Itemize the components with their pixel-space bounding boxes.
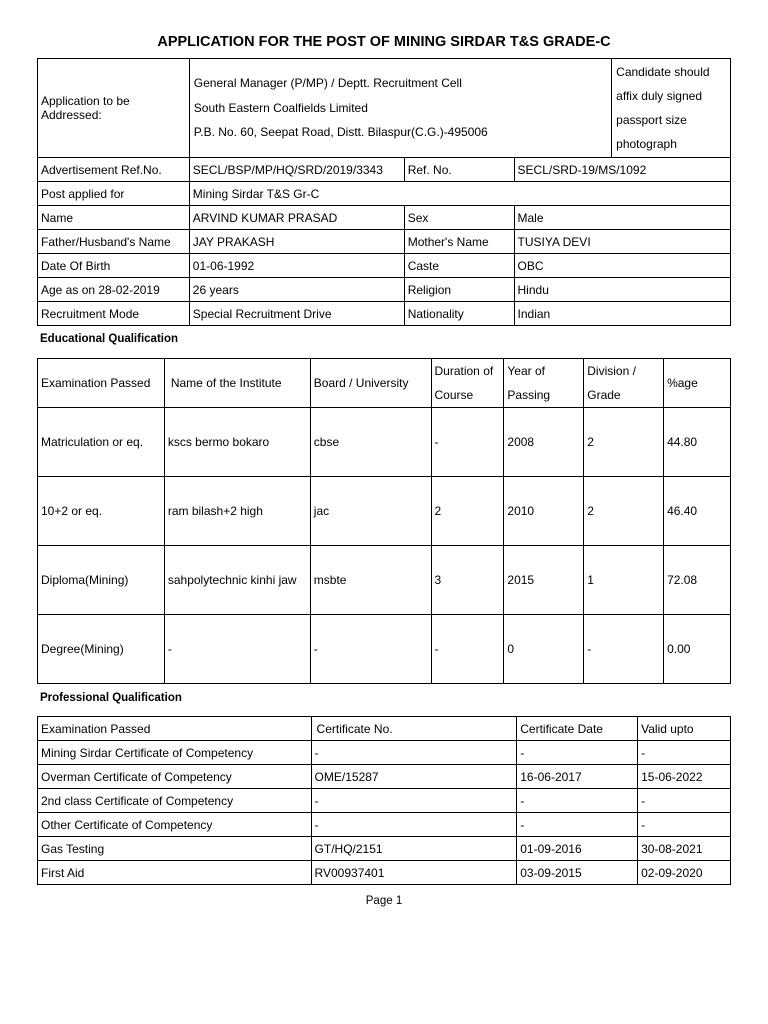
cell-year: 0 — [504, 615, 584, 684]
cell-valid: 15-06-2022 — [638, 765, 731, 789]
table-row — [38, 615, 731, 684]
table-row — [38, 182, 731, 206]
professional-heading: Professional Qualification — [40, 692, 182, 704]
field-label: Post applied for — [38, 182, 190, 206]
column-header: Certificate No. — [311, 717, 517, 741]
applicant-details-table — [37, 58, 731, 326]
field-value: OBC — [514, 254, 730, 278]
photo-note-line: Candidate should — [616, 64, 710, 79]
cell-division: 2 — [584, 477, 664, 546]
table-row — [38, 302, 731, 326]
cell-year: 2008 — [504, 408, 584, 477]
field-value: Male — [514, 206, 730, 230]
field-value: Special Recruitment Drive — [189, 302, 404, 326]
table-header-row — [38, 359, 731, 408]
table-row — [38, 158, 731, 182]
professional-table — [37, 716, 731, 885]
cell-duration: - — [431, 615, 504, 684]
cell-valid: 30-08-2021 — [638, 837, 731, 861]
cell-board: jac — [310, 477, 431, 546]
cell-cert-date: 16-06-2017 — [517, 765, 638, 789]
cell-exam: Other Certificate of Competency — [38, 813, 312, 837]
photo-note-line: affix duly signed — [616, 88, 702, 103]
field-label: Name — [38, 206, 190, 230]
header-line: Passing — [507, 388, 551, 402]
field-label: Recruitment Mode — [38, 302, 190, 326]
cell-valid: 02-09-2020 — [638, 861, 731, 885]
cell-exam: Degree(Mining) — [38, 615, 165, 684]
field-value: Hindu — [514, 278, 730, 302]
column-header — [431, 359, 504, 408]
field-label: Religion — [404, 278, 514, 302]
field-value: SECL/BSP/MP/HQ/SRD/2019/3343 — [189, 158, 404, 182]
cell-cert-no: - — [311, 789, 517, 813]
address-block — [189, 59, 611, 158]
cell-institute: ram bilash+2 high — [164, 477, 310, 546]
cell-exam: 2nd class Certificate of Competency — [38, 789, 312, 813]
cell-exam: Matriculation or eq. — [38, 408, 165, 477]
cell-cert-date: 01-09-2016 — [517, 837, 638, 861]
cell-cert-no: RV00937401 — [311, 861, 517, 885]
photo-note-line: passport size — [616, 113, 687, 127]
cell-board: msbte — [310, 546, 431, 615]
table-row — [38, 741, 731, 765]
table-row — [38, 206, 731, 230]
cell-institute: - — [164, 615, 310, 684]
cell-duration: 3 — [431, 546, 504, 615]
cell-cert-date: - — [517, 741, 638, 765]
cell-year: 2010 — [504, 477, 584, 546]
table-row — [38, 789, 731, 813]
page-number: Page 1 — [365, 895, 403, 907]
column-header — [584, 359, 664, 408]
field-label: Ref. No. — [404, 158, 514, 182]
column-header: Name of the Institute — [164, 359, 310, 408]
cell-cert-no: OME/15287 — [311, 765, 517, 789]
table-header-row — [38, 717, 731, 741]
cell-valid: - — [638, 789, 731, 813]
field-value: JAY PRAKASH — [189, 230, 404, 254]
cell-duration: - — [431, 408, 504, 477]
header-line: Course — [434, 388, 474, 402]
cell-cert-no: - — [311, 741, 517, 765]
cell-institute: kscs bermo bokaro — [164, 408, 310, 477]
field-label: Date Of Birth — [38, 254, 190, 278]
cell-division: 2 — [584, 408, 664, 477]
field-value: ARVIND KUMAR PRASAD — [189, 206, 404, 230]
cell-exam: First Aid — [38, 861, 312, 885]
address-line: South Eastern Coalfields Limited — [193, 100, 368, 115]
table-row — [38, 230, 731, 254]
cell-exam: Overman Certificate of Competency — [38, 765, 312, 789]
column-header: %age — [664, 359, 731, 408]
cell-board: cbse — [310, 408, 431, 477]
cell-cert-no: - — [311, 813, 517, 837]
cell-exam: Gas Testing — [38, 837, 312, 861]
cell-year: 2015 — [504, 546, 584, 615]
cell-percent: 72.08 — [664, 546, 731, 615]
column-header: Valid upto — [638, 717, 731, 741]
page-title: APPLICATION FOR THE POST OF MINING SIRDAR T&S GRADE-C — [157, 34, 611, 50]
field-label: Caste — [404, 254, 514, 278]
field-label: Nationality — [404, 302, 514, 326]
cell-board: - — [310, 615, 431, 684]
field-label: Sex — [404, 206, 514, 230]
field-label: Age as on 28-02-2019 — [38, 278, 190, 302]
table-row — [38, 477, 731, 546]
column-header — [504, 359, 584, 408]
column-header: Certificate Date — [517, 717, 638, 741]
header-line: Division / — [587, 364, 636, 378]
photo-box — [612, 59, 731, 158]
address-line: P.B. No. 60, Seepat Road, Distt. Bilaspur(C.G.)-495006 — [193, 125, 488, 140]
field-label: Mother's Name — [404, 230, 514, 254]
field-value: SECL/SRD-19/MS/1092 — [514, 158, 730, 182]
column-header: Examination Passed — [38, 359, 165, 408]
cell-percent: 46.40 — [664, 477, 731, 546]
education-table — [37, 358, 731, 684]
address-line: General Manager (P/MP) / Deptt. Recruitment Cell — [193, 76, 462, 91]
table-row — [38, 861, 731, 885]
cell-valid: - — [638, 741, 731, 765]
field-value: Indian — [514, 302, 730, 326]
table-row — [38, 278, 731, 302]
header-line: Year of — [507, 364, 545, 378]
cell-exam: Mining Sirdar Certificate of Competency — [38, 741, 312, 765]
cell-cert-date: - — [517, 813, 638, 837]
table-row — [38, 408, 731, 477]
field-label: Father/Husband's Name — [38, 230, 190, 254]
photo-note-line: photograph — [616, 137, 677, 152]
cell-institute: sahpolytechnic kinhi jaw — [164, 546, 310, 615]
cell-percent: 44.80 — [664, 408, 731, 477]
field-value: 01-06-1992 — [189, 254, 404, 278]
cell-duration: 2 — [431, 477, 504, 546]
cell-exam: 10+2 or eq. — [38, 477, 165, 546]
cell-valid: - — [638, 813, 731, 837]
cell-exam: Diploma(Mining) — [38, 546, 165, 615]
table-row — [38, 254, 731, 278]
field-value: Mining Sirdar T&S Gr-C — [189, 182, 730, 206]
header-line: Grade — [587, 388, 621, 402]
field-value: TUSIYA DEVI — [514, 230, 730, 254]
cell-division: - — [584, 615, 664, 684]
table-row — [38, 765, 731, 789]
cell-percent: 0.00 — [664, 615, 731, 684]
table-row — [38, 813, 731, 837]
field-label: Advertisement Ref.No. — [38, 158, 190, 182]
cell-cert-date: - — [517, 789, 638, 813]
table-row — [38, 546, 731, 615]
cell-cert-date: 03-09-2015 — [517, 861, 638, 885]
education-heading: Educational Qualification — [40, 333, 179, 345]
address-label: Application to be Addressed: — [38, 59, 190, 158]
field-value: 26 years — [189, 278, 404, 302]
column-header: Board / University — [310, 359, 431, 408]
header-line: Duration of — [434, 364, 494, 378]
table-row — [38, 837, 731, 861]
cell-division: 1 — [584, 546, 664, 615]
column-header: Examination Passed — [38, 717, 312, 741]
cell-cert-no: GT/HQ/2151 — [311, 837, 517, 861]
